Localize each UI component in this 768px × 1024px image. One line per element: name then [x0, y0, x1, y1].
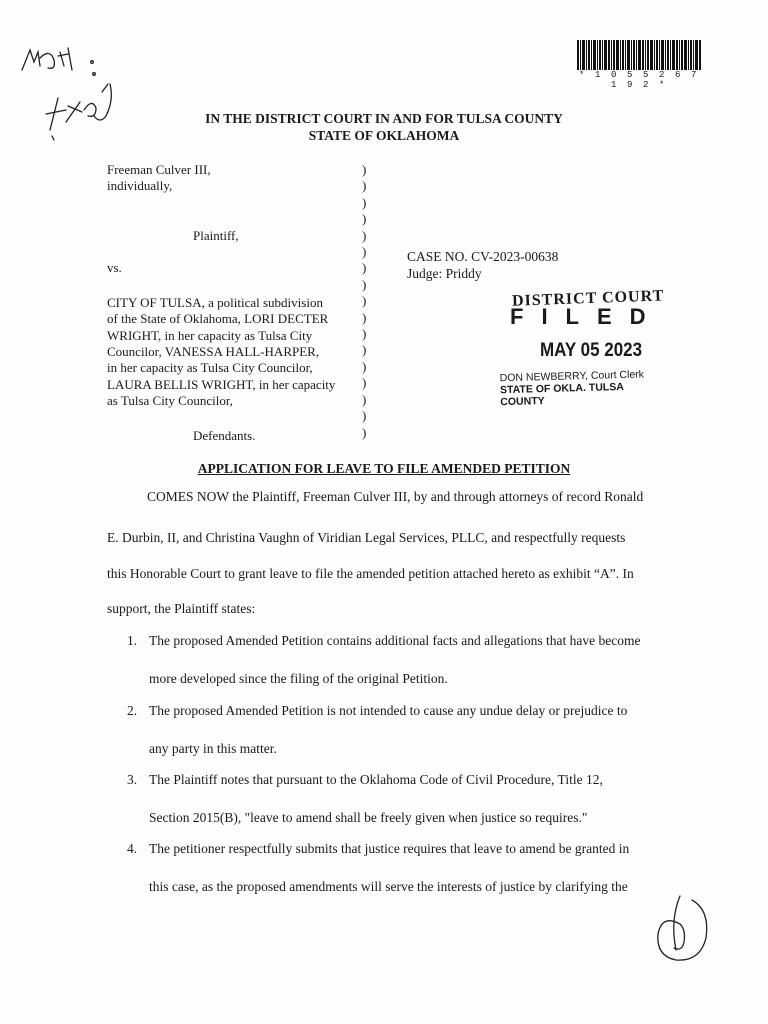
- item-text-line2: Section 2015(B), "leave to amend shall be freely given when justice so requires.": [149, 810, 588, 825]
- judge-name: Judge: Priddy: [407, 266, 482, 281]
- paren: ): [362, 424, 367, 440]
- paren: ): [362, 358, 367, 374]
- defendants-label: Defendants.: [193, 427, 256, 443]
- item-number: 3.: [127, 772, 138, 787]
- stamp-county: STATE OF OKLA. TULSA COUNTY: [499, 380, 624, 409]
- defendants-line-6: LAURA BELLIS WRIGHT, in her capacity: [107, 376, 336, 392]
- barcode-graphic: [577, 40, 701, 70]
- paren: ): [362, 211, 367, 227]
- stamp-clerk-block: [500, 368, 671, 408]
- paren: ): [362, 260, 367, 276]
- list-item: [127, 841, 667, 895]
- stamp-date: MAY 05 2023: [540, 338, 643, 361]
- item-text-line1: The proposed Amended Petition is not intended to cause any undue delay or prejudice to: [149, 703, 628, 718]
- paren: ): [362, 309, 367, 325]
- caption-parentheses: [362, 162, 366, 441]
- plaintiff-label: Plaintiff,: [193, 227, 239, 243]
- paren: ): [362, 342, 367, 358]
- defendants-line-4: Councilor, VANESSA HALL-HARPER,: [107, 344, 320, 360]
- stamp-district-court: DISTRICT COURT: [511, 287, 665, 310]
- case-caption: [107, 162, 352, 444]
- paren: ): [362, 162, 367, 177]
- item-text-line1: The Plaintiff notes that pursuant to the Oklahoma Code of Civil Procedure, Title 12,: [149, 772, 603, 787]
- paren: ): [362, 276, 367, 292]
- item-text-line2: more developed since the filing of the original Petition.: [149, 671, 448, 686]
- plaintiff-name: Freeman Culver III,: [107, 162, 211, 177]
- intro-line-2: E. Durbin, II, and Christina Vaughn of Viridian Legal Services, PLLC, and respectfully requests: [107, 530, 626, 545]
- list-item: [127, 703, 667, 757]
- handwritten-initial-mark: [640, 890, 715, 970]
- court-heading-line2: STATE OF OKLAHOMA: [308, 128, 460, 143]
- plaintiff-description: individually,: [107, 178, 173, 194]
- item-text-line1: The petitioner respectfully submits that justice requires that leave to amend be granted in: [149, 841, 630, 856]
- item-number: 4.: [127, 841, 138, 856]
- item-number: 2.: [127, 703, 138, 718]
- paren: ): [362, 194, 367, 210]
- defendants-line-1: CITY OF TULSA, a political subdivision: [107, 294, 323, 310]
- intro-line-1: COMES NOW the Plaintiff, Freeman Culver III, by and through attorneys of record Ronald: [147, 489, 644, 504]
- stamp-clerk-name: DON NEWBERRY, Court Clerk: [499, 368, 645, 385]
- case-number: CASE NO. CV-2023-00638: [407, 249, 559, 264]
- defendants-line-2: of the State of Oklahoma, LORI DECTER: [107, 311, 329, 327]
- paren: ): [362, 244, 367, 260]
- document-title: APPLICATION FOR LEAVE TO FILE AMENDED PETITION: [197, 461, 571, 476]
- paren: ): [362, 391, 367, 407]
- barcode-number: * 1 0 5 5 2 6 7 1 9 2 *: [578, 70, 699, 90]
- paren: ): [362, 326, 367, 342]
- list-item: [127, 633, 667, 687]
- item-text-line2: any party in this matter.: [149, 741, 277, 756]
- paren: ): [362, 375, 367, 391]
- defendants-line-5: in her capacity as Tulsa City Councilor,: [107, 360, 313, 376]
- list-item: [127, 772, 667, 826]
- paren: ): [362, 227, 367, 243]
- versus-label: vs.: [107, 260, 122, 276]
- intro-line-3: this Honorable Court to grant leave to file the amended petition attached hereto as exhibit “A”. In: [107, 566, 634, 581]
- paren: ): [362, 178, 367, 194]
- defendants-line-3: WRIGHT, in her capacity as Tulsa City: [107, 327, 313, 343]
- paren: ): [362, 408, 367, 424]
- defendants-line-7: as Tulsa City Councilor,: [107, 393, 233, 409]
- paren: ): [362, 293, 367, 309]
- court-heading-line1: IN THE DISTRICT COURT IN AND FOR TULSA COUNTY: [205, 111, 563, 126]
- item-text-line2: this case, as the proposed amendments will serve the interests of justice by clarifying the: [149, 879, 628, 894]
- item-text-line1: The proposed Amended Petition contains additional facts and allegations that have become: [149, 633, 641, 648]
- stamp-filed: FILED: [510, 304, 664, 329]
- case-info: [407, 248, 558, 282]
- intro-line-4: support, the Plaintiff states:: [107, 601, 256, 616]
- item-number: 1.: [127, 633, 138, 648]
- filed-stamp: [499, 287, 670, 409]
